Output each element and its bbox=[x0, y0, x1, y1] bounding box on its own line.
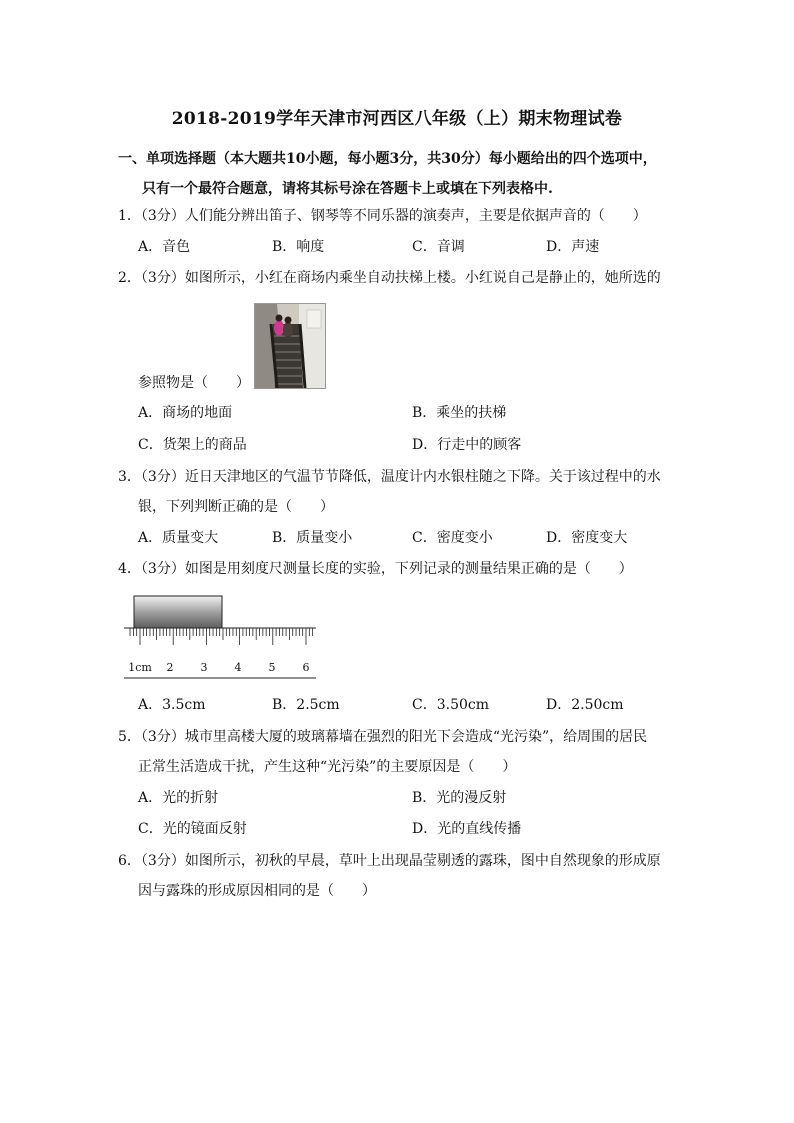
question-2-stem-line-2: 参照物是（ ） bbox=[138, 375, 250, 391]
q2-option-d[interactable]: D．行走中的顾客 bbox=[412, 437, 522, 453]
q3-option-a[interactable]: A．质量变大 bbox=[138, 530, 219, 546]
ruler-label-4: 4 bbox=[234, 661, 242, 674]
question-2-continued bbox=[118, 368, 688, 398]
question-5 bbox=[118, 722, 688, 782]
q1-option-a[interactable]: A．音色 bbox=[138, 239, 191, 255]
question-1-stem: 1．（3分）人们能分辨出笛子、钢琴等不同乐器的演奏声，主要是依据声音的（ ） bbox=[118, 208, 647, 224]
question-3-stem-line-2: 银，下列判断正确的是（ ） bbox=[138, 499, 334, 515]
q1-option-b[interactable]: B．响度 bbox=[272, 239, 325, 255]
q5-option-b[interactable]: B．光的漫反射 bbox=[412, 790, 507, 806]
q4-option-c[interactable]: C．3.50cm bbox=[412, 697, 489, 713]
q4-option-d[interactable]: D．2.50cm bbox=[546, 697, 624, 713]
question-4 bbox=[118, 554, 688, 584]
question-3 bbox=[118, 462, 688, 522]
q3-option-d[interactable]: D．密度变大 bbox=[546, 530, 628, 546]
question-4-stem: 4．（3分）如图是用刻度尺测量长度的实验，下列记录的测量结果正确的是（ ） bbox=[118, 561, 633, 577]
section-one-line-1: 一、单项选择题（本大题共10小题，每小题3分，共30分）每小题给出的四个选项中， bbox=[118, 151, 657, 167]
question-5-stem-line-2: 正常生活造成干扰，产生这种“光污染”的主要原因是（ ） bbox=[138, 759, 517, 775]
question-5-stem-line-1: 5．（3分）城市里高楼大厦的玻璃幕墙在强烈的阳光下会造成“光污染”，给周围的居民 bbox=[118, 729, 648, 745]
ruler-label-3: 3 bbox=[200, 661, 208, 674]
q5-option-d[interactable]: D．光的直线传播 bbox=[412, 821, 522, 837]
question-2-options-row-1 bbox=[138, 398, 698, 428]
question-1 bbox=[118, 201, 688, 231]
q3-option-c[interactable]: C．密度变小 bbox=[412, 530, 493, 546]
q5-option-a[interactable]: A．光的折射 bbox=[138, 790, 219, 806]
question-3-stem-line-1: 3．（3分）近日天津地区的气温节节降低，温度计内水银柱随之下降。关于该过程中的水 bbox=[118, 469, 661, 485]
ruler-label-2: 2 bbox=[166, 661, 174, 674]
q2-option-c[interactable]: C．货架上的商品 bbox=[138, 437, 247, 453]
q1-option-c[interactable]: C．音调 bbox=[412, 239, 465, 255]
question-6 bbox=[118, 846, 688, 906]
question-1-options bbox=[138, 232, 698, 262]
q4-option-a[interactable]: A．3.5cm bbox=[138, 697, 206, 713]
section-one-line-2: 只有一个最符合题意，请将其标号涂在答题卡上或填在下列表格中. bbox=[142, 181, 553, 197]
q4-option-b[interactable]: B．2.5cm bbox=[272, 697, 340, 713]
q2-option-b[interactable]: B．乘坐的扶梯 bbox=[412, 405, 507, 421]
measured-block bbox=[134, 596, 222, 628]
ruler-label-1: 1cm bbox=[128, 661, 152, 674]
ruler-label-5: 5 bbox=[268, 661, 276, 674]
question-2 bbox=[118, 263, 688, 293]
question-6-stem-line-1: 6．（3分）如图所示，初秋的早晨，草叶上出现晶莹剔透的露珠，图中自然现象的形成原 bbox=[118, 853, 661, 869]
q3-option-b[interactable]: B．质量变小 bbox=[272, 530, 353, 546]
q2-option-a[interactable]: A．商场的地面 bbox=[138, 405, 233, 421]
section-one-header bbox=[118, 144, 688, 204]
question-5-options-row-2 bbox=[138, 814, 698, 844]
ruler-figure bbox=[120, 592, 320, 684]
question-2-stem: 2．（3分）如图所示，小红在商场内乘坐自动扶梯上楼。小红说自己是静止的，她所选的 bbox=[118, 270, 661, 286]
question-4-options bbox=[138, 690, 698, 720]
question-6-stem-line-2: 因与露珠的形成原因相同的是（ ） bbox=[138, 883, 376, 899]
question-5-options-row-1 bbox=[138, 783, 698, 813]
question-2-options-row-2 bbox=[138, 430, 698, 460]
exam-title: 2018-2019学年天津市河西区八年级（上）期末物理试卷 bbox=[171, 109, 623, 129]
ruler-label-6: 6 bbox=[302, 661, 310, 674]
q5-option-c[interactable]: C．光的镜面反射 bbox=[138, 821, 247, 837]
q1-option-d[interactable]: D．声速 bbox=[546, 239, 600, 255]
question-3-options bbox=[138, 523, 698, 553]
